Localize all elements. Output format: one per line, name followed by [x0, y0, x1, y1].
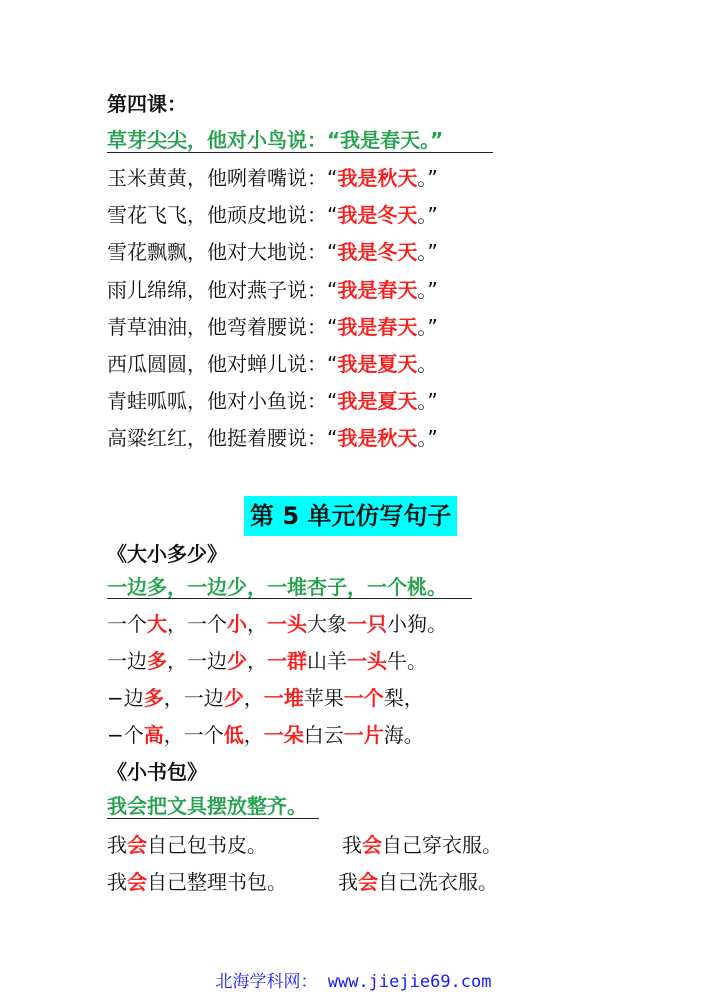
- daxiao-line-2: 一边多，一边少，一群山羊一头牛。: [107, 649, 427, 673]
- footer-website[interactable]: 北海学科网： www.jiejie69.com: [215, 972, 492, 992]
- line-suffix: 。”: [417, 166, 438, 190]
- lesson4-line: [107, 425, 438, 451]
- line-suffix: 。”: [417, 426, 438, 451]
- daxiao-line-4: −个高，一个低，一朵白云一片海。: [107, 723, 424, 747]
- daxiao-model-sentence: 一边多，一边少，一堆杏子，一个桃。: [107, 575, 447, 599]
- daxiao-line-1: 一个大，一个小，一头大象一只小狗。: [107, 612, 447, 636]
- xiaoshubao-line-2-right: 我会自己洗衣服。: [338, 870, 498, 894]
- model-underline: [107, 598, 472, 599]
- lesson4-line: [107, 165, 438, 191]
- line-prefix: 雪花飘飘，他对大地说：“: [107, 240, 338, 265]
- lesson4-line: [107, 277, 438, 303]
- season-highlight: 我是春天: [337, 314, 418, 339]
- xiaoshubao-line-2-left: 我会自己整理书包。: [107, 870, 287, 894]
- lesson-title-daxiao: 《大小多少》: [107, 542, 227, 566]
- line-prefix: 雪花飞飞，他顽皮地说：“: [107, 203, 338, 228]
- line-prefix: 高粱红红，他挺着腰说：“: [107, 426, 338, 451]
- lesson4-heading: 第四课：: [107, 92, 187, 116]
- line-suffix: 。: [417, 352, 438, 376]
- season-highlight: 我是秋天: [337, 166, 418, 190]
- lesson4-line: [107, 388, 438, 414]
- unit5-title: 第 5 单元仿写句子: [244, 496, 457, 536]
- lesson4-line: [107, 351, 437, 377]
- line-suffix: 。”: [417, 314, 438, 339]
- model-underline: [107, 818, 319, 819]
- line-suffix: 。”: [417, 389, 438, 414]
- line-prefix: 青草油油，他弯着腰说：“: [107, 314, 338, 339]
- season-highlight: 我是夏天: [337, 389, 418, 414]
- season-highlight: 我是秋天: [337, 426, 418, 451]
- lesson-title-xiaoshubao: 《小书包》: [107, 760, 207, 784]
- line-suffix: 。”: [417, 277, 438, 302]
- lesson4-line: [107, 314, 438, 340]
- line-prefix: 玉米黄黄，他咧着嘴说：“: [107, 166, 338, 190]
- line-suffix: 。”: [417, 203, 438, 228]
- model-underline: [107, 152, 493, 153]
- line-suffix: 。”: [417, 240, 438, 265]
- lesson4-line: [107, 239, 438, 265]
- lesson4-model-sentence: 草芽尖尖，他对小鸟说：“我是春天。”: [107, 128, 444, 152]
- xiaoshubao-line-1-left: 我会自己包书皮。: [107, 833, 267, 857]
- xiaoshubao-line-1-right: 我会自己穿衣服。: [342, 833, 502, 857]
- line-prefix: 西瓜圆圆，他对蝉儿说：“: [107, 352, 338, 376]
- lesson4-line: [107, 202, 438, 228]
- line-prefix: 雨儿绵绵，他对燕子说：“: [107, 277, 338, 302]
- season-highlight: 我是冬天: [337, 240, 418, 265]
- season-highlight: 我是春天: [337, 277, 418, 302]
- line-prefix: 青蛙呱呱，他对小鱼说：“: [107, 389, 338, 414]
- daxiao-line-3: −边多，一边少，一堆苹果一个梨，: [107, 686, 424, 710]
- xiaoshubao-model-sentence: 我会把文具摆放整齐。: [107, 794, 307, 818]
- season-highlight: 我是冬天: [337, 203, 418, 228]
- season-highlight: 我是夏天: [337, 352, 418, 376]
